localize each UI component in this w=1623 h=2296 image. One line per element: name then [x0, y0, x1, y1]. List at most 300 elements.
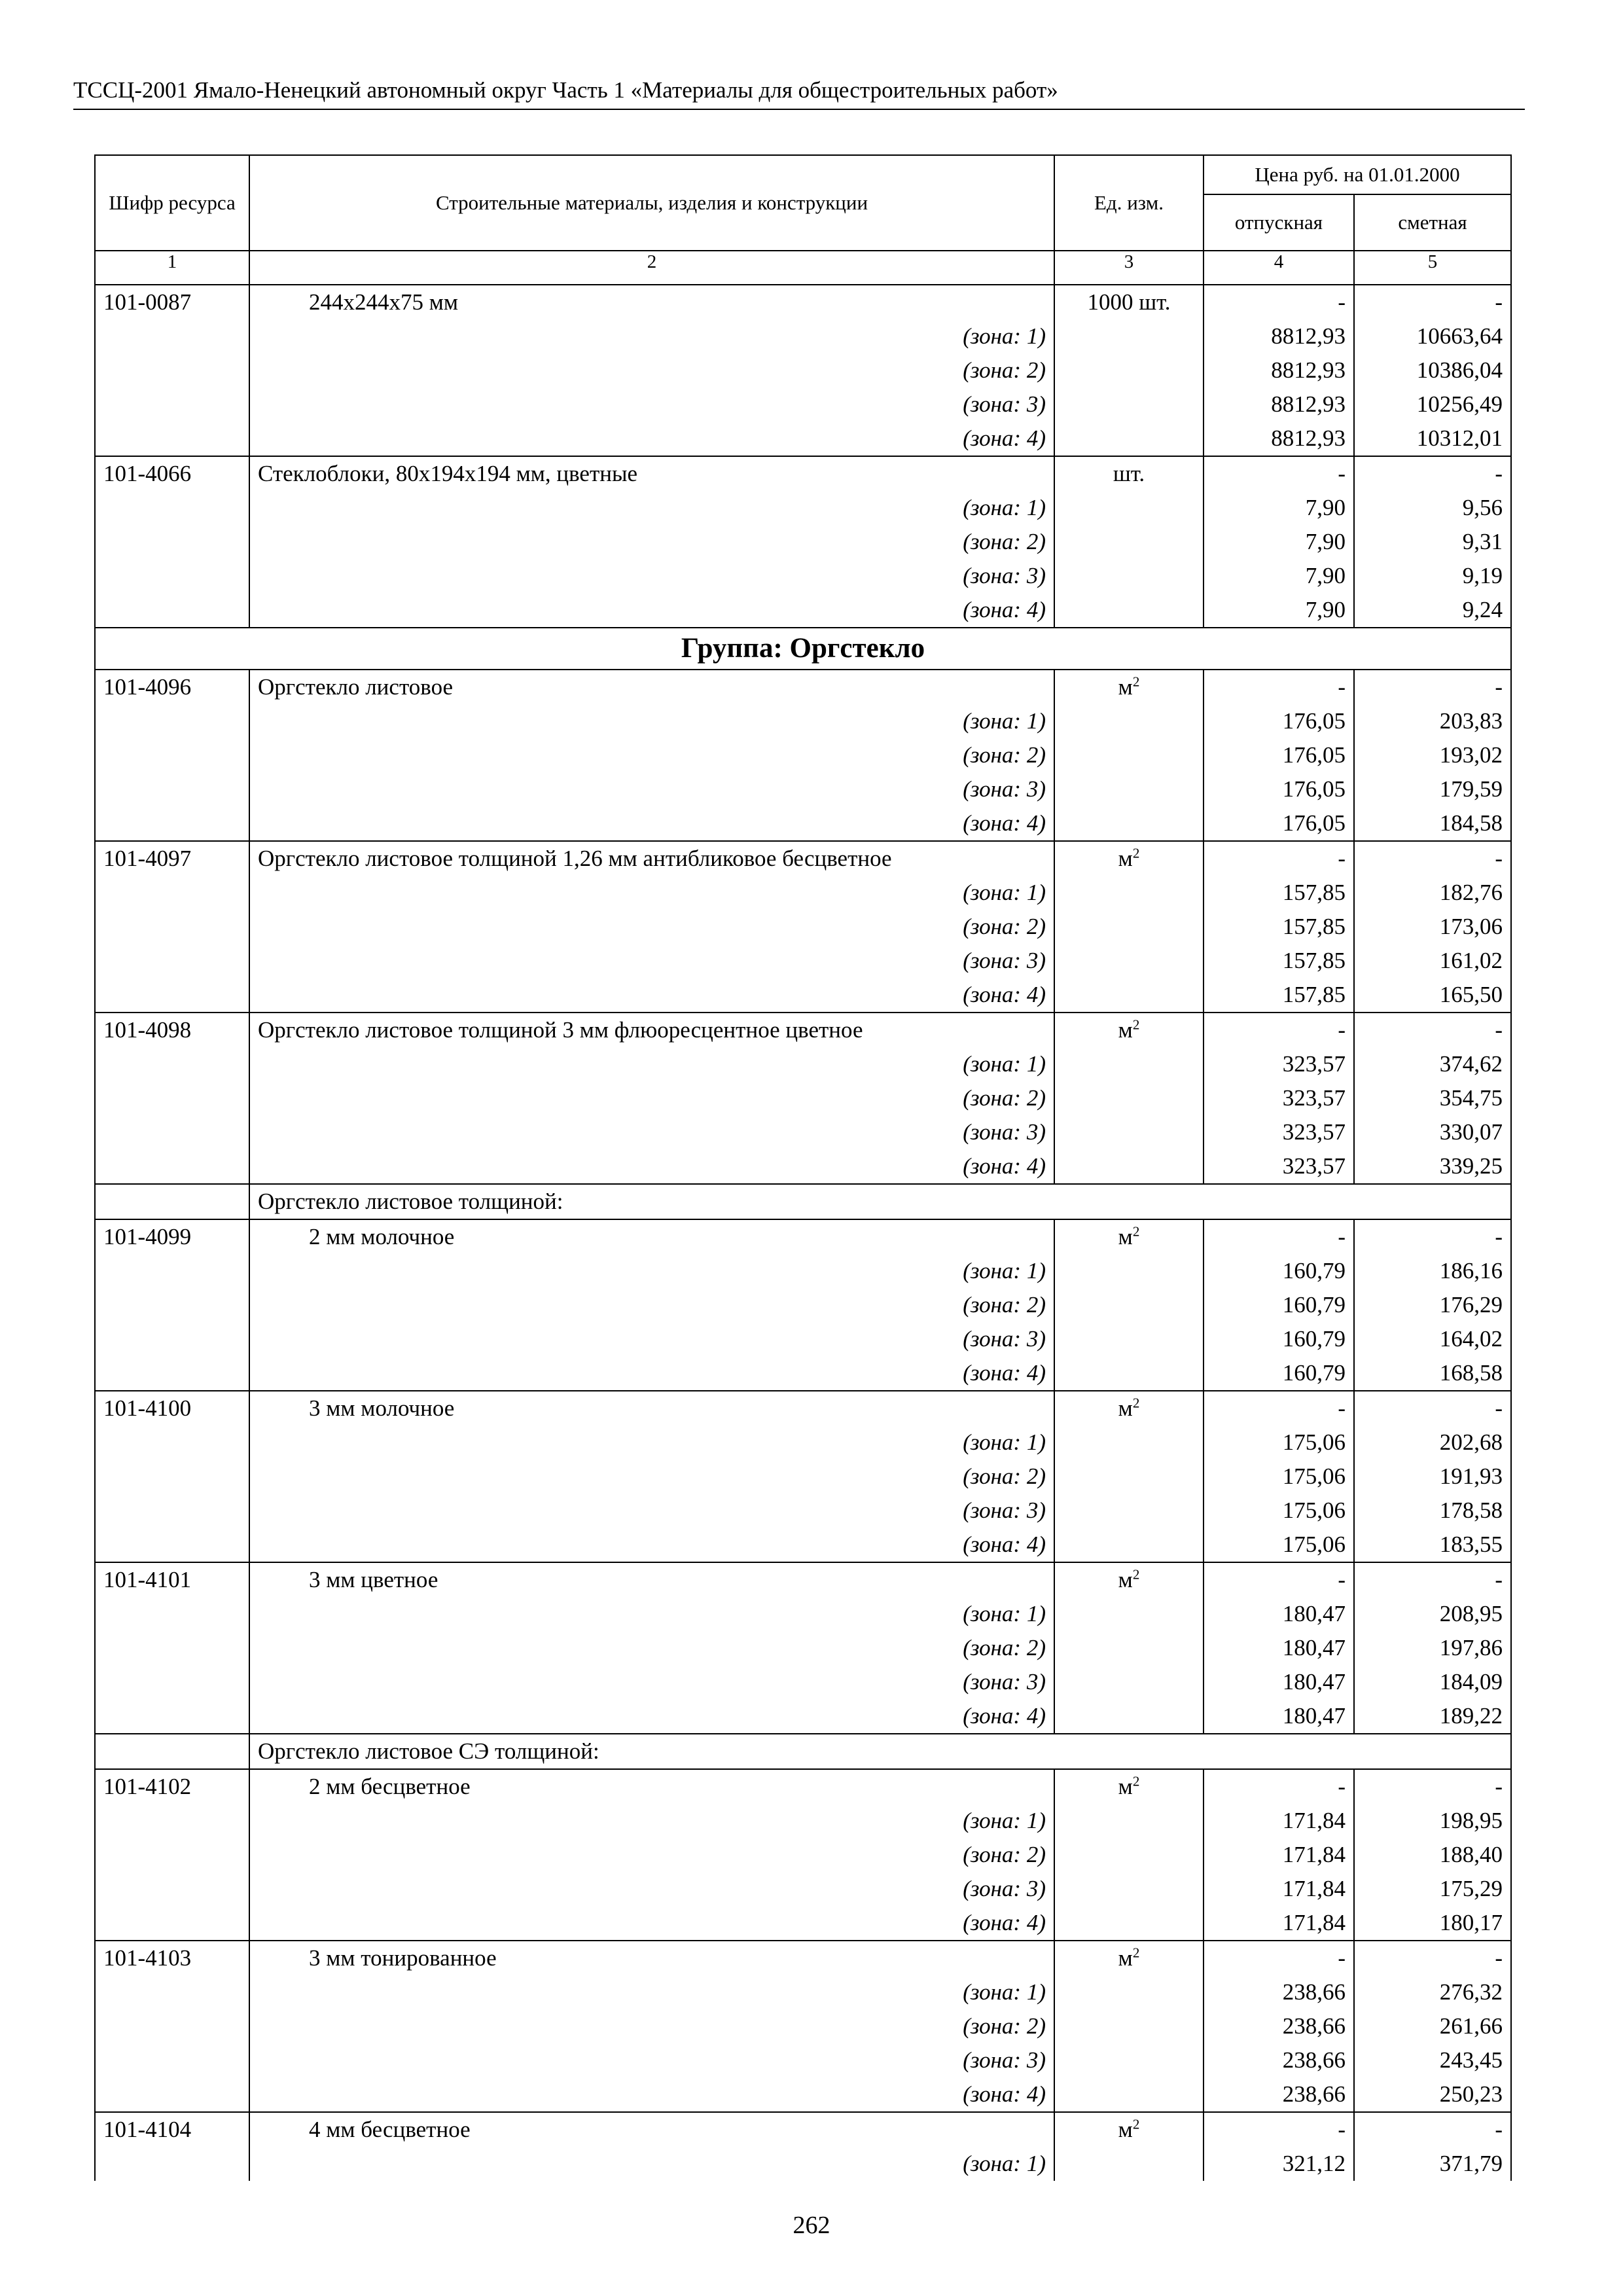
zone-unit-cell	[1054, 1906, 1204, 1941]
zone-label: (зона: 4)	[249, 978, 1054, 1013]
zone-row	[95, 1322, 1511, 1356]
zone-unit-cell	[1054, 525, 1204, 559]
zone-row	[95, 422, 1511, 456]
zone-code-cell	[95, 772, 249, 806]
zone-release-price: 160,79	[1204, 1356, 1354, 1391]
release-price: -	[1204, 1769, 1354, 1804]
zone-row	[95, 1975, 1511, 2009]
zone-label: (зона: 2)	[249, 738, 1054, 772]
zone-estimate-price: 276,32	[1354, 1975, 1511, 2009]
zone-code-cell	[95, 2043, 249, 2077]
zone-unit-cell	[1054, 704, 1204, 738]
release-price: -	[1204, 670, 1354, 704]
zone-label: (зона: 2)	[249, 1081, 1054, 1115]
zone-release-price: 171,84	[1204, 1804, 1354, 1838]
zone-code-cell	[95, 1081, 249, 1115]
zone-release-price: 157,85	[1204, 978, 1354, 1013]
unit-exponent: 2	[1132, 1016, 1140, 1033]
zone-code-cell	[95, 1494, 249, 1528]
zone-label: (зона: 4)	[249, 1528, 1054, 1562]
zone-unit-cell	[1054, 2009, 1204, 2043]
zone-release-price: 323,57	[1204, 1115, 1354, 1149]
zone-estimate-price: 9,56	[1354, 491, 1511, 525]
zone-release-price: 8812,93	[1204, 387, 1354, 422]
material-name: 2 мм бесцветное	[249, 1769, 1054, 1804]
zone-label: (зона: 4)	[249, 1906, 1054, 1941]
zone-code-cell	[95, 1356, 249, 1391]
zone-row	[95, 704, 1511, 738]
material-name: 3 мм цветное	[249, 1562, 1054, 1597]
col-number: 5	[1354, 251, 1511, 285]
zone-row	[95, 2043, 1511, 2077]
zone-row	[95, 1081, 1511, 1115]
zone-row	[95, 1665, 1511, 1699]
zone-row	[95, 876, 1511, 910]
zone-label: (зона: 2)	[249, 1288, 1054, 1322]
zone-row	[95, 1047, 1511, 1081]
zone-release-price: 7,90	[1204, 593, 1354, 628]
zone-label: (зона: 4)	[249, 1149, 1054, 1184]
material-name: Оргстекло листовое толщиной 1,26 мм антибликовое бесцветное	[249, 841, 1054, 876]
zone-estimate-price: 178,58	[1354, 1494, 1511, 1528]
zone-code-cell	[95, 1149, 249, 1184]
zone-row	[95, 559, 1511, 593]
subheading-text: Оргстекло листовое СЭ толщиной:	[249, 1734, 1511, 1769]
subheading-text: Оргстекло листовое толщиной:	[249, 1184, 1511, 1219]
unit-of-measure	[1054, 1391, 1204, 1426]
zone-estimate-price: 164,02	[1354, 1322, 1511, 1356]
zone-release-price: 7,90	[1204, 559, 1354, 593]
page-number: 262	[793, 2212, 830, 2239]
zone-code-cell	[95, 1699, 249, 1734]
zone-code-cell	[95, 1975, 249, 2009]
zone-estimate-price: 168,58	[1354, 1356, 1511, 1391]
zone-unit-cell	[1054, 2043, 1204, 2077]
resource-code: 101-4104	[95, 2112, 249, 2147]
zone-estimate-price: 184,58	[1354, 806, 1511, 841]
col-release-header: отпускная	[1204, 194, 1354, 251]
zone-row	[95, 806, 1511, 841]
zone-unit-cell	[1054, 806, 1204, 841]
table-row	[95, 841, 1511, 876]
zone-row	[95, 978, 1511, 1013]
table-row	[95, 1013, 1511, 1047]
zone-row	[95, 1426, 1511, 1460]
release-price: -	[1204, 285, 1354, 319]
zone-unit-cell	[1054, 772, 1204, 806]
zone-row	[95, 1460, 1511, 1494]
unit-text: м	[1118, 1774, 1133, 1799]
table-row	[95, 456, 1511, 491]
zone-code-cell	[95, 738, 249, 772]
estimate-price: -	[1354, 1219, 1511, 1254]
subheading-code-cell	[95, 1734, 249, 1769]
zone-label: (зона: 1)	[249, 1047, 1054, 1081]
resource-code: 101-4101	[95, 1562, 249, 1597]
unit-text: м	[1118, 1945, 1133, 1971]
release-price: -	[1204, 841, 1354, 876]
zone-label: (зона: 2)	[249, 1460, 1054, 1494]
zone-label: (зона: 1)	[249, 1426, 1054, 1460]
estimate-price: -	[1354, 1562, 1511, 1597]
estimate-price: -	[1354, 1391, 1511, 1426]
zone-row	[95, 1804, 1511, 1838]
unit-text: м	[1118, 674, 1133, 700]
zone-estimate-price: 183,55	[1354, 1528, 1511, 1562]
zone-estimate-price: 243,45	[1354, 2043, 1511, 2077]
zone-estimate-price: 193,02	[1354, 738, 1511, 772]
running-title: ТССЦ-2001 Ямало-Ненецкий автономный округ Часть 1 «Материалы для общестроительных работ»	[73, 75, 1525, 110]
zone-row	[95, 2147, 1511, 2181]
zone-estimate-price: 173,06	[1354, 910, 1511, 944]
zone-row	[95, 1115, 1511, 1149]
zone-label: (зона: 2)	[249, 910, 1054, 944]
zone-estimate-price: 165,50	[1354, 978, 1511, 1013]
zone-row	[95, 2077, 1511, 2112]
zone-label: (зона: 2)	[249, 353, 1054, 387]
material-name: 244х244х75 мм	[249, 285, 1054, 319]
table-row	[95, 2112, 1511, 2147]
col-number: 1	[95, 251, 249, 285]
unit-exponent: 2	[1132, 2116, 1140, 2132]
zone-label: (зона: 2)	[249, 1631, 1054, 1665]
material-name: Стеклоблоки, 80х194х194 мм, цветные	[249, 456, 1054, 491]
zone-code-cell	[95, 978, 249, 1013]
unit-of-measure	[1054, 1219, 1204, 1254]
material-name: Оргстекло листовое	[249, 670, 1054, 704]
zone-release-price: 171,84	[1204, 1838, 1354, 1872]
zone-row	[95, 491, 1511, 525]
zone-code-cell	[95, 422, 249, 456]
table-row	[95, 285, 1511, 319]
release-price: -	[1204, 1013, 1354, 1047]
zone-row	[95, 1838, 1511, 1872]
zone-estimate-price: 176,29	[1354, 1288, 1511, 1322]
price-table-sheet	[94, 154, 1510, 2181]
zone-label: (зона: 3)	[249, 1494, 1054, 1528]
zone-label: (зона: 4)	[249, 1699, 1054, 1734]
zone-release-price: 7,90	[1204, 491, 1354, 525]
release-price: -	[1204, 1219, 1354, 1254]
estimate-price: -	[1354, 285, 1511, 319]
col-number: 2	[249, 251, 1054, 285]
zone-unit-cell	[1054, 491, 1204, 525]
subheading-code-cell	[95, 1184, 249, 1219]
zone-row	[95, 1528, 1511, 1562]
zone-code-cell	[95, 704, 249, 738]
zone-estimate-price: 9,19	[1354, 559, 1511, 593]
material-name: Оргстекло листовое толщиной 3 мм флюоресцентное цветное	[249, 1013, 1054, 1047]
zone-estimate-price: 161,02	[1354, 944, 1511, 978]
zone-row	[95, 1494, 1511, 1528]
zone-unit-cell	[1054, 1356, 1204, 1391]
zone-label: (зона: 1)	[249, 1804, 1054, 1838]
zone-label: (зона: 3)	[249, 559, 1054, 593]
zone-estimate-price: 374,62	[1354, 1047, 1511, 1081]
zone-label: (зона: 3)	[249, 944, 1054, 978]
resource-code: 101-4096	[95, 670, 249, 704]
zone-code-cell	[95, 1804, 249, 1838]
zone-code-cell	[95, 525, 249, 559]
zone-row	[95, 353, 1511, 387]
zone-code-cell	[95, 1838, 249, 1872]
zone-estimate-price: 175,29	[1354, 1872, 1511, 1906]
unit-exponent: 2	[1132, 1223, 1140, 1240]
zone-estimate-price: 261,66	[1354, 2009, 1511, 2043]
release-price: -	[1204, 456, 1354, 491]
zone-code-cell	[95, 1288, 249, 1322]
zone-release-price: 171,84	[1204, 1872, 1354, 1906]
zone-release-price: 160,79	[1204, 1254, 1354, 1288]
col-unit-header: Ед. изм.	[1054, 155, 1204, 251]
zone-release-price: 176,05	[1204, 806, 1354, 841]
zone-label: (зона: 4)	[249, 2077, 1054, 2112]
zone-row	[95, 738, 1511, 772]
zone-estimate-price: 197,86	[1354, 1631, 1511, 1665]
zone-release-price: 171,84	[1204, 1906, 1354, 1941]
zone-code-cell	[95, 1322, 249, 1356]
zone-release-price: 238,66	[1204, 2043, 1354, 2077]
estimate-price: -	[1354, 456, 1511, 491]
resource-code: 101-4102	[95, 1769, 249, 1804]
table-row	[95, 670, 1511, 704]
zone-row	[95, 1149, 1511, 1184]
zone-release-price: 323,57	[1204, 1149, 1354, 1184]
zone-unit-cell	[1054, 593, 1204, 628]
zone-release-price: 160,79	[1204, 1288, 1354, 1322]
zone-row	[95, 1356, 1511, 1391]
zone-unit-cell	[1054, 1426, 1204, 1460]
group-heading: Группа: Оргстекло	[95, 628, 1511, 670]
zone-estimate-price: 180,17	[1354, 1906, 1511, 1941]
zone-estimate-price: 9,31	[1354, 525, 1511, 559]
zone-estimate-price: 9,24	[1354, 593, 1511, 628]
table-body	[95, 285, 1511, 2181]
zone-unit-cell	[1054, 910, 1204, 944]
subheading-row	[95, 1734, 1511, 1769]
column-numbers	[95, 251, 1511, 285]
zone-release-price: 157,85	[1204, 944, 1354, 978]
zone-code-cell	[95, 944, 249, 978]
unit-text: м	[1118, 846, 1133, 871]
estimate-price: -	[1354, 841, 1511, 876]
estimate-price: -	[1354, 1013, 1511, 1047]
zone-unit-cell	[1054, 1528, 1204, 1562]
zone-label: (зона: 3)	[249, 1872, 1054, 1906]
unit-of-measure	[1054, 456, 1204, 491]
zone-label: (зона: 2)	[249, 1838, 1054, 1872]
zone-code-cell	[95, 1528, 249, 1562]
zone-unit-cell	[1054, 1322, 1204, 1356]
zone-unit-cell	[1054, 1115, 1204, 1149]
estimate-price: -	[1354, 2112, 1511, 2147]
zone-estimate-price: 188,40	[1354, 1838, 1511, 1872]
resource-code: 101-0087	[95, 285, 249, 319]
zone-estimate-price: 354,75	[1354, 1081, 1511, 1115]
zone-row	[95, 1631, 1511, 1665]
zone-release-price: 8812,93	[1204, 353, 1354, 387]
zone-unit-cell	[1054, 2147, 1204, 2181]
zone-unit-cell	[1054, 1665, 1204, 1699]
zone-release-price: 160,79	[1204, 1322, 1354, 1356]
col-name-header: Строительные материалы, изделия и конструкции	[249, 155, 1054, 251]
zone-code-cell	[95, 1115, 249, 1149]
zone-unit-cell	[1054, 1975, 1204, 2009]
zone-release-price: 180,47	[1204, 1665, 1354, 1699]
zone-code-cell	[95, 1597, 249, 1631]
zone-release-price: 176,05	[1204, 772, 1354, 806]
zone-code-cell	[95, 910, 249, 944]
zone-estimate-price: 191,93	[1354, 1460, 1511, 1494]
resource-code: 101-4103	[95, 1941, 249, 1975]
table-row	[95, 1219, 1511, 1254]
zone-label: (зона: 1)	[249, 1254, 1054, 1288]
zone-unit-cell	[1054, 1699, 1204, 1734]
release-price: -	[1204, 2112, 1354, 2147]
zone-release-price: 321,12	[1204, 2147, 1354, 2181]
resource-code: 101-4097	[95, 841, 249, 876]
zone-unit-cell	[1054, 319, 1204, 353]
zone-estimate-price: 202,68	[1354, 1426, 1511, 1460]
zone-code-cell	[95, 1906, 249, 1941]
zone-code-cell	[95, 1872, 249, 1906]
zone-label: (зона: 4)	[249, 422, 1054, 456]
estimate-price: -	[1354, 1941, 1511, 1975]
zone-estimate-price: 203,83	[1354, 704, 1511, 738]
table-row	[95, 1391, 1511, 1426]
zone-unit-cell	[1054, 559, 1204, 593]
zone-release-price: 180,47	[1204, 1597, 1354, 1631]
zone-unit-cell	[1054, 978, 1204, 1013]
material-name: 4 мм бесцветное	[249, 2112, 1054, 2147]
col-code-header: Шифр ресурса	[95, 155, 249, 251]
zone-label: (зона: 1)	[249, 876, 1054, 910]
unit-of-measure	[1054, 1562, 1204, 1597]
zone-estimate-price: 179,59	[1354, 772, 1511, 806]
unit-exponent: 2	[1132, 1566, 1140, 1583]
zone-label: (зона: 1)	[249, 2147, 1054, 2181]
unit-of-measure	[1054, 841, 1204, 876]
zone-estimate-price: 198,95	[1354, 1804, 1511, 1838]
zone-row	[95, 1906, 1511, 1941]
zone-estimate-price: 10256,49	[1354, 387, 1511, 422]
price-table	[94, 154, 1512, 2181]
zone-row	[95, 387, 1511, 422]
zone-estimate-price: 10312,01	[1354, 422, 1511, 456]
unit-of-measure	[1054, 2112, 1204, 2147]
zone-code-cell	[95, 353, 249, 387]
zone-row	[95, 1254, 1511, 1288]
zone-row	[95, 319, 1511, 353]
zone-unit-cell	[1054, 1288, 1204, 1322]
col-price-header: Цена руб. на 01.01.2000	[1204, 155, 1511, 194]
zone-label: (зона: 3)	[249, 1322, 1054, 1356]
zone-release-price: 175,06	[1204, 1528, 1354, 1562]
zone-release-price: 175,06	[1204, 1426, 1354, 1460]
zone-unit-cell	[1054, 1460, 1204, 1494]
zone-release-price: 7,90	[1204, 525, 1354, 559]
material-name: 3 мм молочное	[249, 1391, 1054, 1426]
resource-code: 101-4098	[95, 1013, 249, 1047]
zone-estimate-price: 250,23	[1354, 2077, 1511, 2112]
zone-unit-cell	[1054, 387, 1204, 422]
zone-code-cell	[95, 1665, 249, 1699]
zone-row	[95, 1597, 1511, 1631]
table-header	[95, 155, 1511, 251]
zone-code-cell	[95, 1047, 249, 1081]
zone-code-cell	[95, 559, 249, 593]
zone-label: (зона: 3)	[249, 1665, 1054, 1699]
zone-row	[95, 1288, 1511, 1322]
zone-label: (зона: 4)	[249, 806, 1054, 841]
col-number: 3	[1054, 251, 1204, 285]
unit-of-measure	[1054, 1941, 1204, 1975]
zone-unit-cell	[1054, 1597, 1204, 1631]
zone-code-cell	[95, 876, 249, 910]
zone-release-price: 238,66	[1204, 1975, 1354, 2009]
zone-unit-cell	[1054, 1494, 1204, 1528]
group-heading-row	[95, 628, 1511, 670]
unit-of-measure	[1054, 1769, 1204, 1804]
zone-estimate-price: 10386,04	[1354, 353, 1511, 387]
zone-row	[95, 525, 1511, 559]
zone-code-cell	[95, 1426, 249, 1460]
zone-row	[95, 2009, 1511, 2043]
unit-of-measure	[1054, 285, 1204, 319]
zone-release-price: 238,66	[1204, 2077, 1354, 2112]
col-estimate-header: сметная	[1354, 194, 1511, 251]
zone-label: (зона: 2)	[249, 525, 1054, 559]
subheading-row	[95, 1184, 1511, 1219]
zone-release-price: 323,57	[1204, 1047, 1354, 1081]
release-price: -	[1204, 1941, 1354, 1975]
zone-code-cell	[95, 387, 249, 422]
zone-release-price: 180,47	[1204, 1631, 1354, 1665]
zone-estimate-price: 371,79	[1354, 2147, 1511, 2181]
zone-code-cell	[95, 2009, 249, 2043]
zone-estimate-price: 186,16	[1354, 1254, 1511, 1288]
unit-text: м	[1118, 1017, 1133, 1043]
zone-code-cell	[95, 1460, 249, 1494]
zone-label: (зона: 3)	[249, 772, 1054, 806]
zone-estimate-price: 208,95	[1354, 1597, 1511, 1631]
zone-label: (зона: 4)	[249, 1356, 1054, 1391]
unit-of-measure	[1054, 670, 1204, 704]
zone-code-cell	[95, 806, 249, 841]
zone-label: (зона: 1)	[249, 1975, 1054, 2009]
unit-exponent: 2	[1132, 1395, 1140, 1411]
zone-unit-cell	[1054, 353, 1204, 387]
zone-label: (зона: 1)	[249, 319, 1054, 353]
zone-label: (зона: 3)	[249, 2043, 1054, 2077]
unit-exponent: 2	[1132, 673, 1140, 690]
table-row	[95, 1769, 1511, 1804]
release-price: -	[1204, 1391, 1354, 1426]
zone-row	[95, 910, 1511, 944]
zone-release-price: 157,85	[1204, 910, 1354, 944]
zone-unit-cell	[1054, 1149, 1204, 1184]
zone-unit-cell	[1054, 1838, 1204, 1872]
table-row	[95, 1562, 1511, 1597]
unit-exponent: 2	[1132, 1773, 1140, 1789]
zone-estimate-price: 184,09	[1354, 1665, 1511, 1699]
unit-text: шт.	[1113, 461, 1145, 486]
zone-code-cell	[95, 491, 249, 525]
zone-label: (зона: 1)	[249, 491, 1054, 525]
table-row	[95, 1941, 1511, 1975]
unit-exponent: 2	[1132, 845, 1140, 861]
zone-unit-cell	[1054, 738, 1204, 772]
